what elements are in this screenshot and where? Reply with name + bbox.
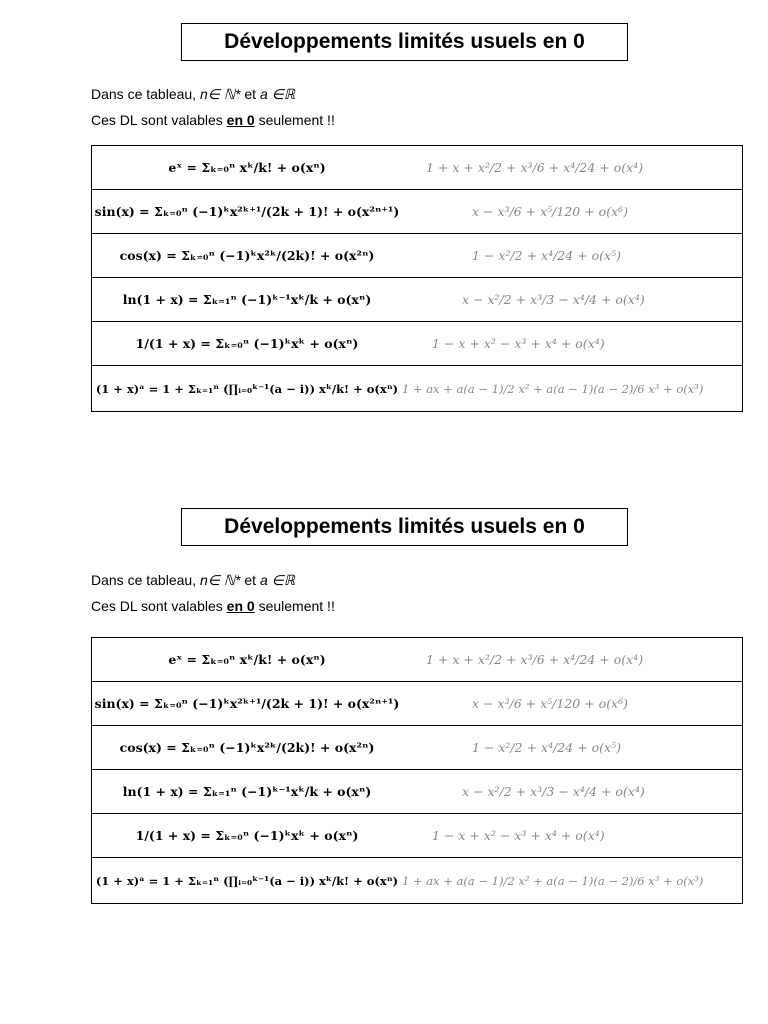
expansion-cell — [402, 858, 743, 904]
formula-cell — [92, 322, 403, 366]
table-row — [92, 190, 743, 234]
formula-cell — [92, 726, 403, 770]
formula: 1/(1 + x) = Σₖ₌₀ⁿ (−1)ᵏxᵏ + o(xⁿ) — [135, 827, 359, 843]
table-row — [92, 858, 743, 904]
dl-table — [91, 637, 743, 904]
formula: (1 + x)ᵃ = 1 + Σₖ₌₁ⁿ (∏ᵢ₌₀ᵏ⁻¹(a − i)) xᵏ/k! + o(xⁿ) — [95, 381, 399, 396]
table-row — [92, 682, 743, 726]
expansion-cell — [402, 814, 743, 858]
formula-cell — [92, 278, 403, 322]
expansion-cell — [402, 190, 743, 234]
intro-pre: Ces DL sont valables — [91, 598, 227, 614]
expansion-cell — [402, 682, 743, 726]
intro-et: et — [244, 572, 260, 588]
intro-a: a ∈ℝ — [259, 86, 295, 102]
expansion: x − x³/6 + x⁵/120 + o(x⁶) — [472, 203, 629, 219]
intro-bold: en 0 — [226, 112, 255, 128]
table-row — [92, 278, 743, 322]
expansion: 1 − x + x² − x³ + x⁴ + o(x⁴) — [432, 827, 605, 843]
formula: cos(x) = Σₖ₌₀ⁿ (−1)ᵏx²ᵏ/(2k)! + o(x²ⁿ) — [119, 739, 375, 755]
table-row — [92, 146, 743, 190]
formula-cell — [92, 190, 403, 234]
expansion-cell — [402, 278, 743, 322]
expansion: 1 − x²/2 + x⁴/24 + o(x⁵) — [472, 247, 621, 263]
formula: eˣ = Σₖ₌₀ⁿ xᵏ/k! + o(xⁿ) — [168, 651, 326, 667]
expansion: x − x³/6 + x⁵/120 + o(x⁶) — [472, 695, 629, 711]
formula: sin(x) = Σₖ₌₀ⁿ (−1)ᵏx²ᵏ⁺¹/(2k + 1)! + o(x²ⁿ⁺¹) — [94, 203, 400, 219]
formula-cell — [92, 770, 403, 814]
intro-line-2 — [91, 112, 335, 128]
formula: ln(1 + x) = Σₖ₌₁ⁿ (−1)ᵏ⁻¹xᵏ/k + o(xⁿ) — [122, 291, 372, 307]
table-row — [92, 234, 743, 278]
formula: cos(x) = Σₖ₌₀ⁿ (−1)ᵏx²ᵏ/(2k)! + o(x²ⁿ) — [119, 247, 375, 263]
intro-post: seulement !! — [254, 598, 335, 614]
intro-post: seulement !! — [254, 112, 335, 128]
expansion: x − x²/2 + x³/3 − x⁴/4 + o(x⁴) — [462, 783, 645, 799]
formula-cell — [92, 682, 403, 726]
expansion: x − x²/2 + x³/3 − x⁴/4 + o(x⁴) — [462, 291, 645, 307]
intro-line-2 — [91, 598, 335, 614]
intro-a: a ∈ℝ — [259, 572, 295, 588]
table-row — [92, 322, 743, 366]
expansion-cell — [402, 234, 743, 278]
table-row — [92, 814, 743, 858]
expansion: 1 − x²/2 + x⁴/24 + o(x⁵) — [472, 739, 621, 755]
intro-et: et — [244, 86, 260, 102]
dl-table — [91, 145, 743, 412]
intro-line-1 — [91, 86, 295, 103]
expansion-cell — [402, 726, 743, 770]
expansion: 1 + ax + a(a − 1)/2 x² + a(a − 1)(a − 2)/6 x³ + o(x³) — [402, 381, 704, 396]
title-text: Développements limités usuels en 0 — [224, 30, 585, 53]
page-title — [181, 23, 628, 61]
formula: eˣ = Σₖ₌₀ⁿ xᵏ/k! + o(xⁿ) — [168, 159, 326, 175]
expansion-cell — [402, 770, 743, 814]
expansion-cell — [402, 146, 743, 190]
expansion: 1 − x + x² − x³ + x⁴ + o(x⁴) — [432, 335, 605, 351]
formula-cell — [92, 146, 403, 190]
formula: (1 + x)ᵃ = 1 + Σₖ₌₁ⁿ (∏ᵢ₌₀ᵏ⁻¹(a − i)) xᵏ/k! + o(xⁿ) — [95, 873, 399, 888]
table-row — [92, 366, 743, 412]
formula-cell — [92, 638, 403, 682]
expansion: 1 + x + x²/2 + x³/6 + x⁴/24 + o(x⁴) — [426, 159, 644, 175]
table-row — [92, 638, 743, 682]
expansion: 1 + x + x²/2 + x³/6 + x⁴/24 + o(x⁴) — [426, 651, 644, 667]
expansion-cell — [402, 322, 743, 366]
formula-cell — [92, 234, 403, 278]
intro-text: Dans ce tableau, — [91, 86, 200, 102]
page-title — [181, 508, 628, 546]
formula-cell — [92, 858, 403, 904]
formula-cell — [92, 814, 403, 858]
formula-cell — [92, 366, 403, 412]
table-row — [92, 770, 743, 814]
formula: 1/(1 + x) = Σₖ₌₀ⁿ (−1)ᵏxᵏ + o(xⁿ) — [135, 335, 359, 351]
formula: ln(1 + x) = Σₖ₌₁ⁿ (−1)ᵏ⁻¹xᵏ/k + o(xⁿ) — [122, 783, 372, 799]
table-row — [92, 726, 743, 770]
expansion: 1 + ax + a(a − 1)/2 x² + a(a − 1)(a − 2)/6 x³ + o(x³) — [402, 873, 704, 888]
intro-bold: en 0 — [226, 598, 255, 614]
expansion-cell — [402, 638, 743, 682]
intro-line-1 — [91, 572, 295, 589]
intro-text: Dans ce tableau, — [91, 572, 200, 588]
title-text: Développements limités usuels en 0 — [224, 515, 585, 538]
formula: sin(x) = Σₖ₌₀ⁿ (−1)ᵏx²ᵏ⁺¹/(2k + 1)! + o(x²ⁿ⁺¹) — [94, 695, 400, 711]
expansion-cell — [402, 366, 743, 412]
intro-n: n∈ ℕ* — [199, 572, 245, 588]
intro-pre: Ces DL sont valables — [91, 112, 227, 128]
intro-n: n∈ ℕ* — [199, 86, 245, 102]
